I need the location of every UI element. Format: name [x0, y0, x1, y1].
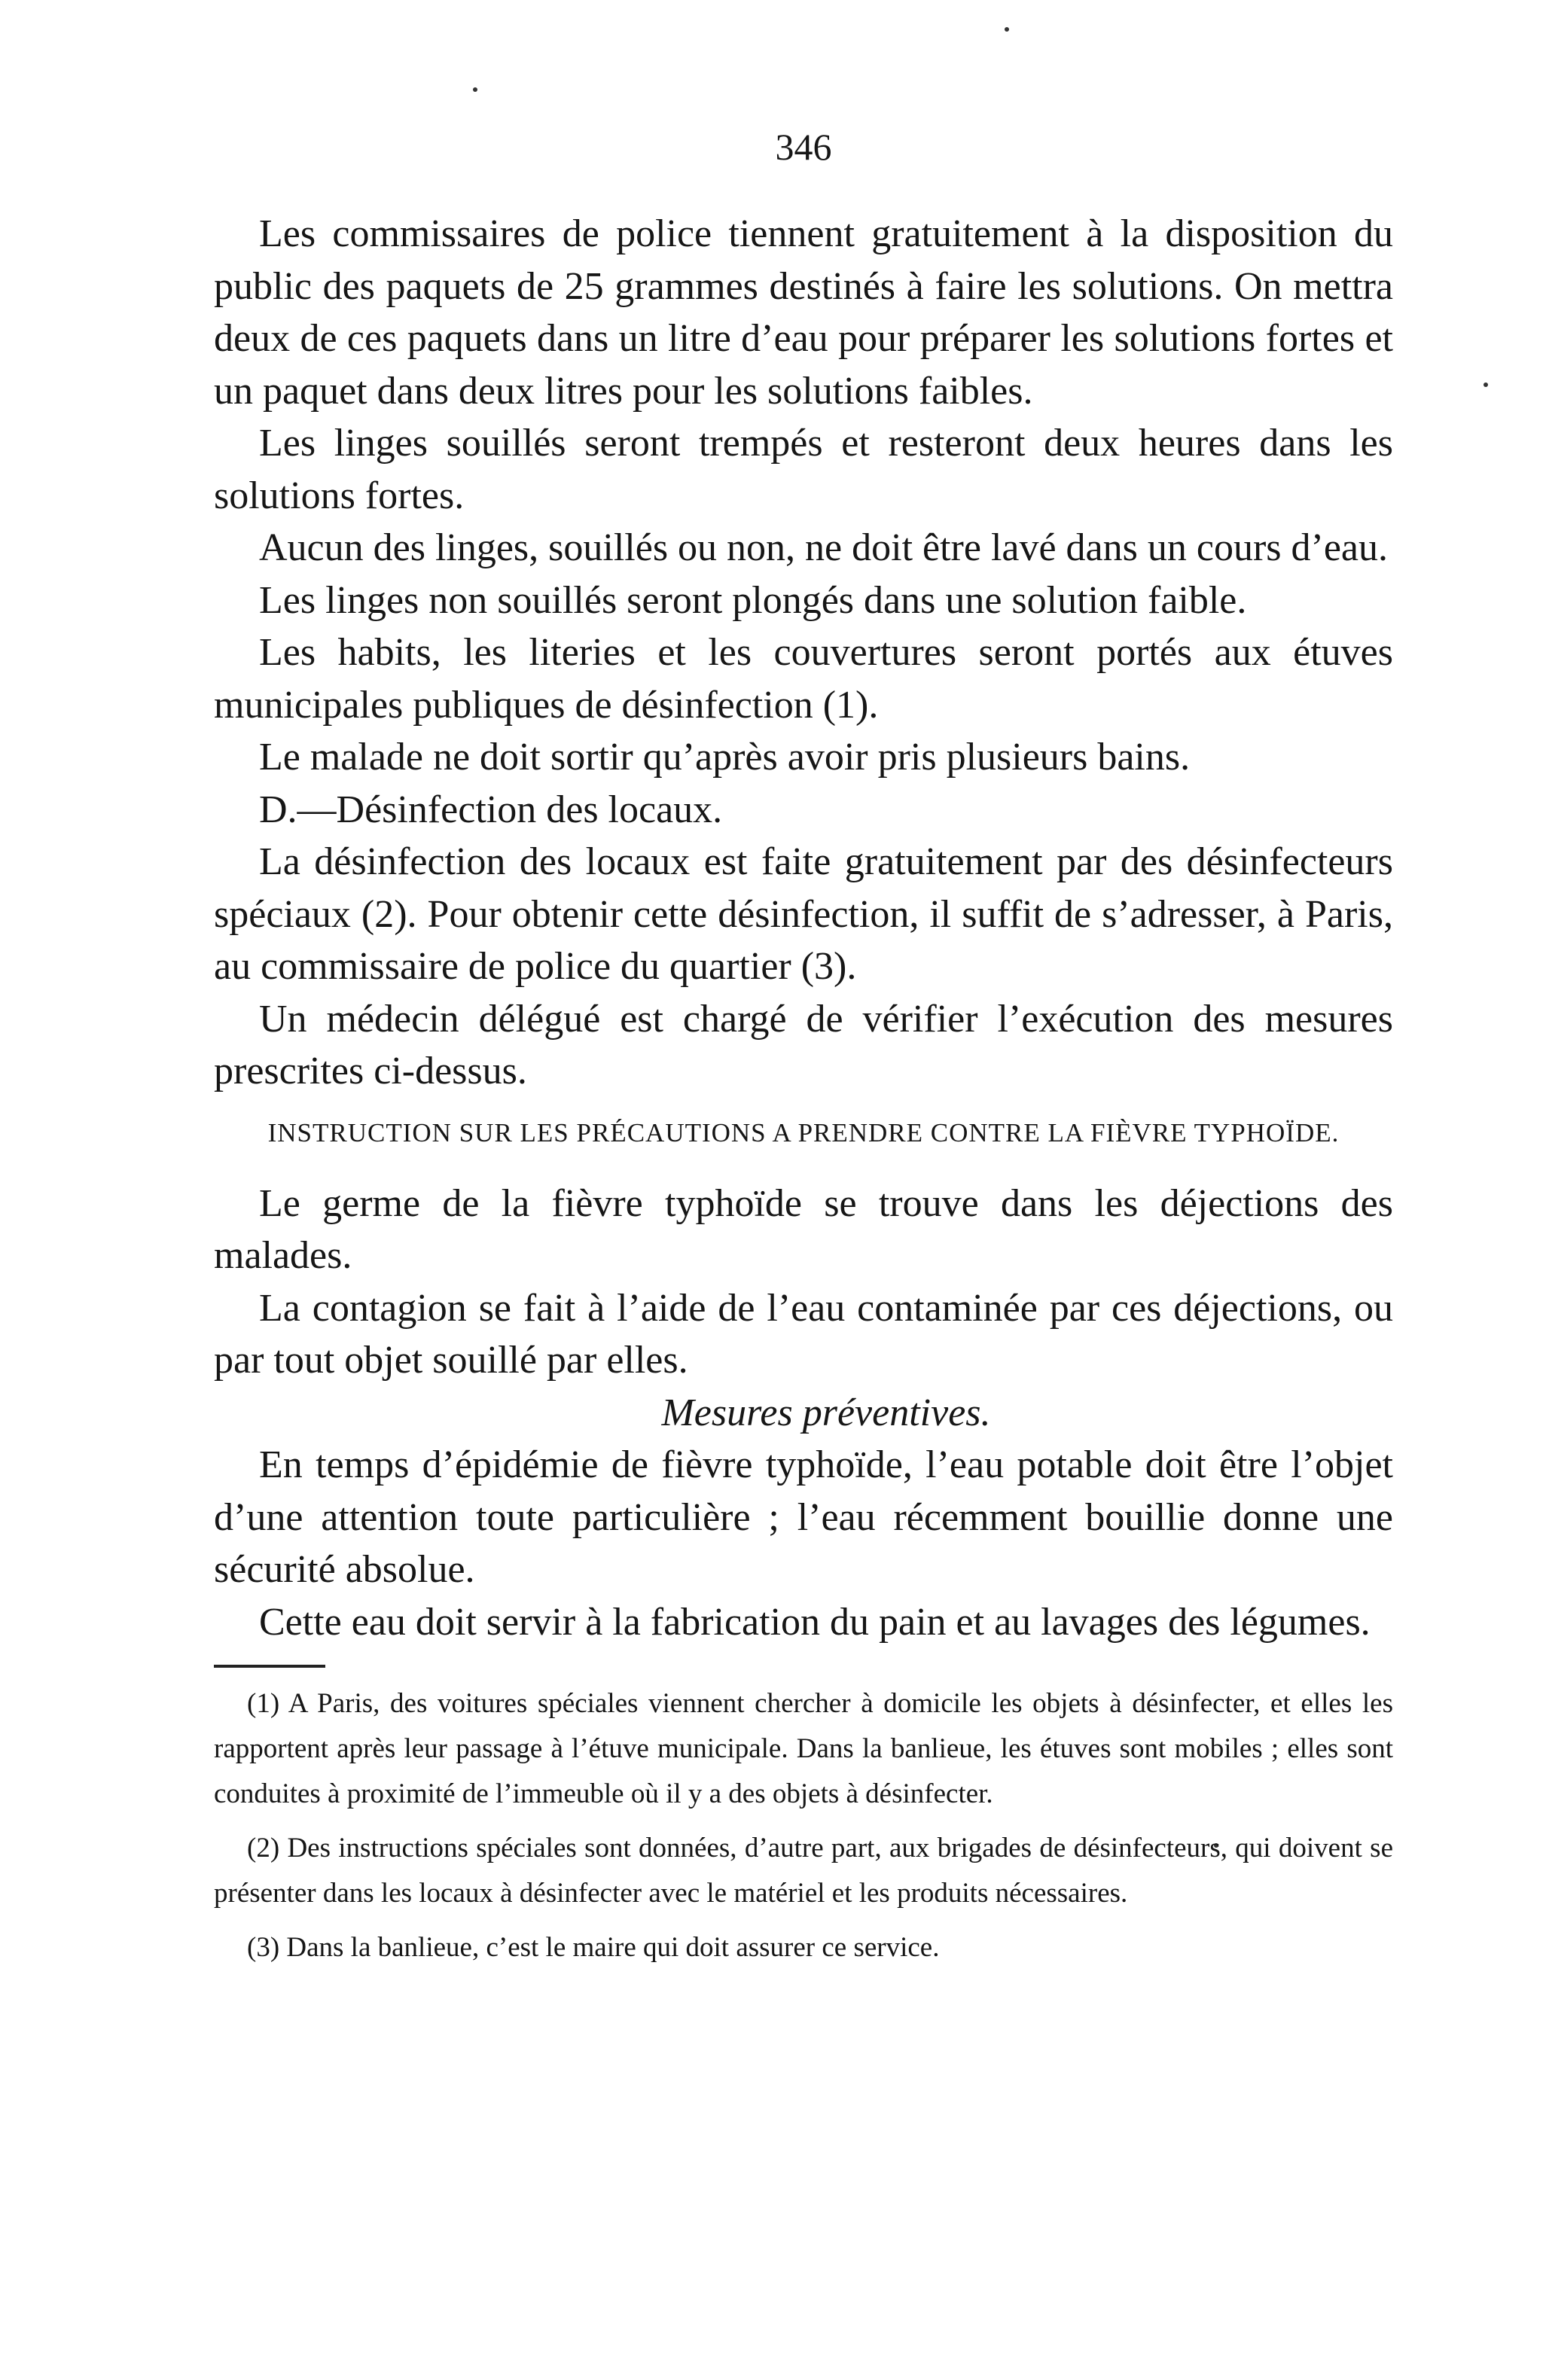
paragraph: Le malade ne doit sortir qu’après avoir pris plusieurs bains. — [259, 736, 1191, 779]
paragraph: Les linges souillés seront trempés et resteront deux heures dans les solutions fortes. — [214, 422, 1393, 517]
paragraph: La désinfection des locaux est faite gratuitement par des désinfecteurs spéciaux (2). Pour obtenir cette désinfection, il suffit de s’adresser, à Paris, au commissaire de police du quartier (3). — [214, 840, 1393, 988]
ink-speck — [1005, 27, 1009, 32]
body-text — [214, 208, 1393, 1648]
paragraph: Les commissaires de police tiennent gratuitement à la disposition du public des paquets de 25 grammes destinés à faire les solutions. On mettra deux de ces paquets dans un litre d’eau pour préparer les solutions fortes et un paquet dans deux litres pour les solutions faibles. — [214, 212, 1393, 413]
paragraph: La contagion se fait à l’aide de l’eau contaminée par ces déjections, ou par tout objet souillé par elles. — [214, 1286, 1393, 1382]
paragraph: Les linges non souillés seront plongés dans une solution faible. — [259, 578, 1247, 622]
section-heading: INSTRUCTION SUR LES PRÉCAUTIONS A PRENDRE CONTRE LA FIÈVRE TYPHOÏDE. — [267, 1117, 1340, 1147]
paragraph: D.—Désinfection des locaux. — [259, 788, 723, 831]
paragraph: Les habits, les literies et les couvertures seront portés aux étuves municipales publiques de désinfection (1). — [214, 631, 1393, 727]
footnote: (3) Dans la banlieue, c’est le maire qui doit assurer ce service. — [247, 1932, 940, 1963]
footnote: (1) A Paris, des voitures spéciales viennent chercher à domicile les objets à désinfecter, et elles les rapportent après leur passage à l’étuve municipale. Dans la banlieue, les étuves sont mobiles ; elles sont conduites à proximité de l’immeuble où il y a des objets à désinfecter. — [214, 1688, 1393, 1809]
footnote: (2) Des instructions spéciales sont données, d’autre part, aux brigades de désinfecteurs, qui doivent se présenter dans les locaux à désinfecter avec le matériel et les produits nécessaires. — [214, 1833, 1393, 1909]
footnote-divider — [214, 1665, 325, 1668]
ink-speck — [1483, 382, 1488, 387]
page-number: 346 — [775, 126, 832, 168]
paragraph: Aucun des linges, souillés ou non, ne doit être lavé dans un cours d’eau. — [259, 526, 1388, 569]
paragraph: Le germe de la fièvre typhoïde se trouve dans les déjections des malades. — [214, 1181, 1393, 1277]
ink-speck — [473, 87, 477, 92]
paragraph: Un médecin délégué est chargé de vérifier l’exécution des mesures prescrites ci-dessus. — [214, 997, 1393, 1092]
subheading: Mesures préventives. — [661, 1391, 991, 1434]
footnotes — [214, 1681, 1393, 1970]
paragraph: En temps d’épidémie de fièvre typhoïde, l’eau potable doit être l’objet d’une attention toute particulière ; l’eau récemment bouillie donne une sécurité absolue. — [214, 1443, 1393, 1591]
paragraph: Cette eau doit servir à la fabrication du pain et au lavages des légumes. — [259, 1600, 1371, 1644]
document-page — [214, 120, 1393, 1979]
